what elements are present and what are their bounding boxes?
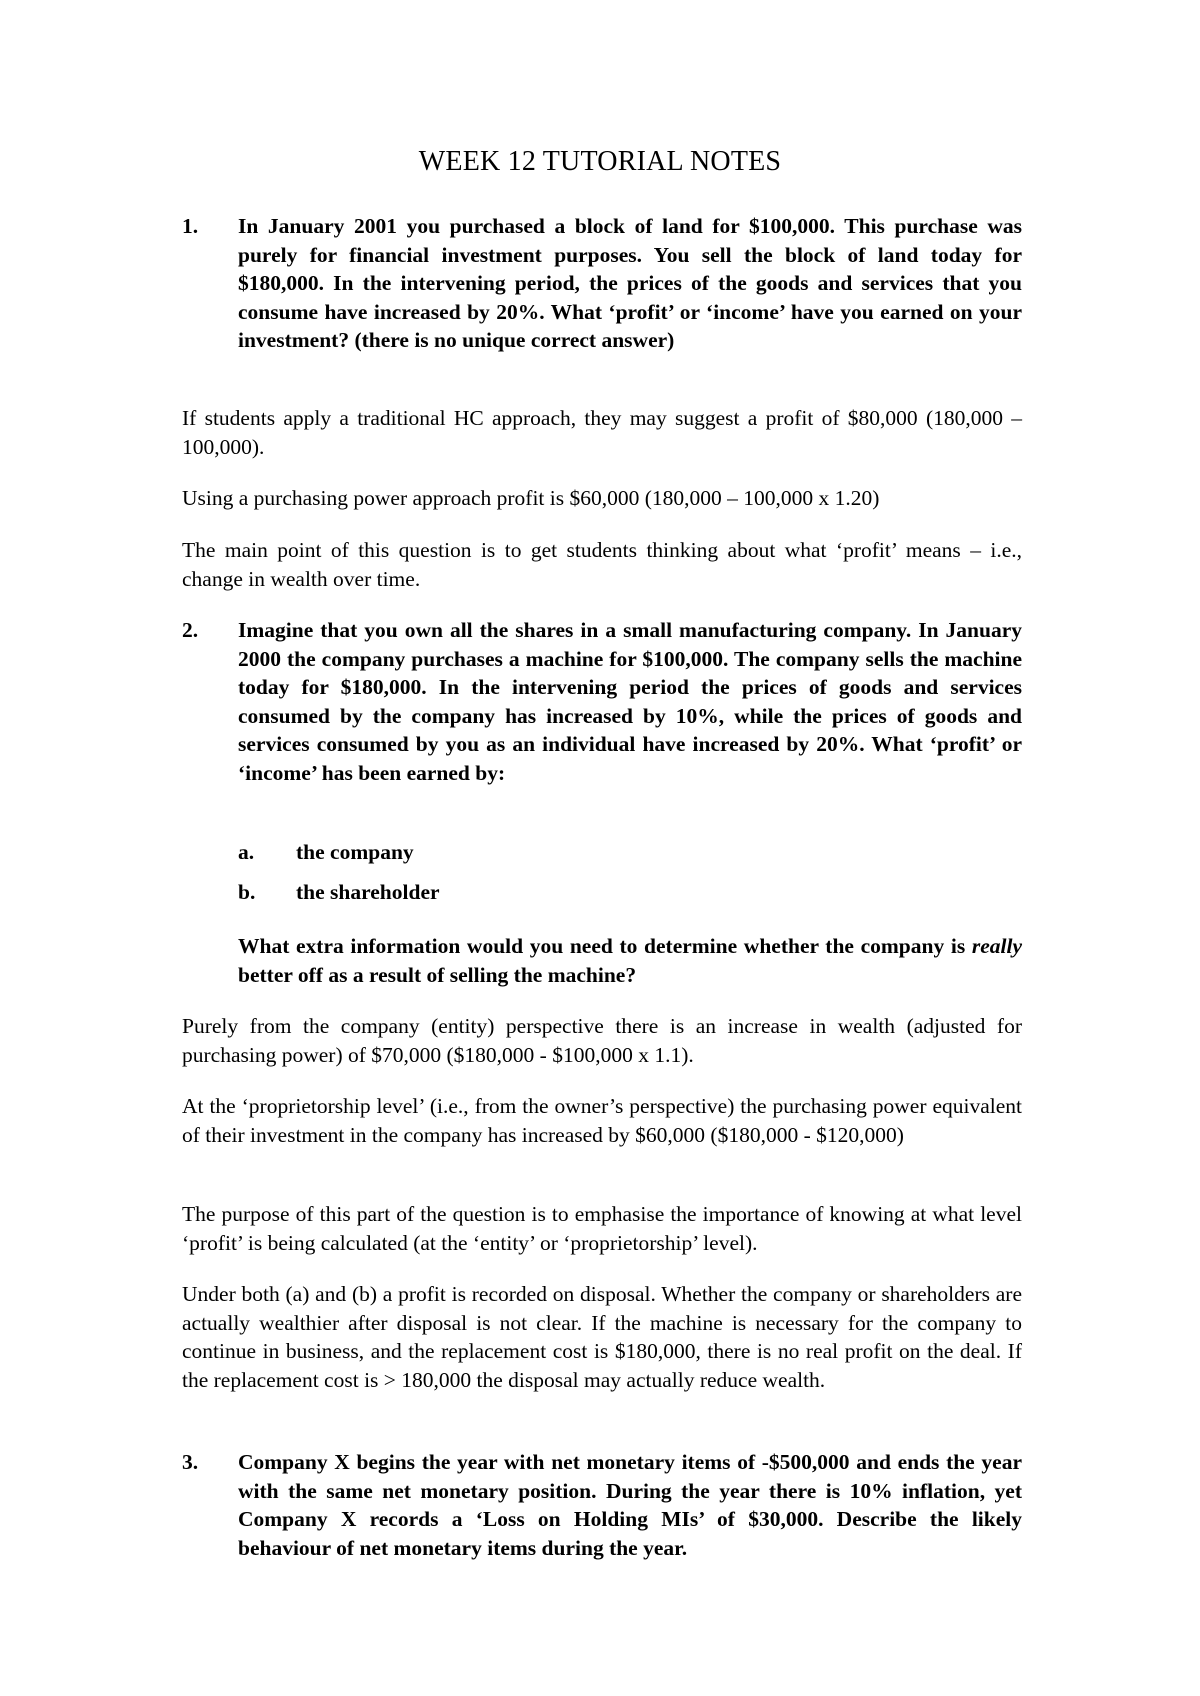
answer-paragraph: The main point of this question is to get students thinking about what ‘profit’ means – i.e., change in wealth over time.: [182, 538, 1022, 591]
answer-paragraph: The purpose of this part of the question is to emphasise the importance of knowing at what level ‘profit’ is being calculated (at the ‘entity’ or ‘proprietorship’ level).: [182, 1202, 1022, 1255]
sub-item-a: [238, 838, 1022, 867]
answer-paragraph: If students apply a traditional HC approach, they may suggest a profit of $80,000 (180,000 – 100,000).: [182, 406, 1022, 459]
extra-question-text: better off as a result of selling the machine?: [238, 962, 637, 987]
sub-item-letter: b.: [238, 880, 256, 904]
sub-item-text: the company: [296, 840, 414, 864]
sub-item-b: [238, 878, 1022, 907]
question-number: 3.: [182, 1450, 199, 1474]
question-text: Imagine that you own all the shares in a small manufacturing company. In January 2000 the company purchases a machine for $100,000. The company sells the machine today for $180,000. In the intervening period the prices of goods and services consumed by the company has increased by 10%, while the prices of goods and services consumed by you as an individual have increased by 20%. What ‘profit’ or ‘income’ has been earned by:: [238, 618, 1022, 785]
question-text: In January 2001 you purchased a block of land for $100,000. This purchase was purely for financial investment purposes. You sell the block of land today for $180,000. In the intervening period, the prices of the goods and services that you consume have increased by 20%. What ‘profit’ or ‘income’ have you earned on your investment? (there is no unique correct answer): [238, 214, 1022, 352]
answer-paragraph: Using a purchasing power approach profit is $60,000 (180,000 – 100,000 x 1.20): [182, 486, 880, 510]
question-3: [182, 1448, 1022, 1562]
emphasis-word: really: [971, 934, 1022, 958]
answer-paragraph: Purely from the company (entity) perspective there is an increase in wealth (adjusted for purchasing power) of $70,000 ($180,000 - $100,000 x 1.1).: [182, 1014, 1022, 1067]
sub-item-letter: a.: [238, 840, 255, 864]
question-number: 2.: [182, 618, 199, 642]
sub-item-text: the shareholder: [296, 880, 440, 904]
answer-paragraph: At the ‘proprietorship level’ (i.e., from the owner’s perspective) the purchasing power equivalent of their investment in the company has increased by $60,000 ($180,000 - $120,000): [182, 1094, 1022, 1147]
extra-question-text: What extra information would you need to determine whether the company is: [238, 934, 972, 958]
answer-paragraph: Under both (a) and (b) a profit is recorded on disposal. Whether the company or shareholders are actually wealthier after disposal is not clear. If the machine is necessary for the company to continue in business, and the replacement cost is $180,000, there is no real profit on the deal. If the replacement cost is > 180,000 the disposal may actually reduce wealth.: [182, 1282, 1022, 1392]
extra-information-question: [238, 932, 1022, 989]
question-1: [182, 212, 1022, 355]
page-title: WEEK 12 TUTORIAL NOTES: [418, 146, 782, 177]
question-2: [182, 616, 1022, 787]
question-text: Company X begins the year with net monetary items of -$500,000 and ends the year with the same net monetary position. During the year there is 10% inflation, yet Company X records a ‘Loss on Holding MIs’ of $30,000. Describe the likely behaviour of net monetary items during the year.: [238, 1450, 1022, 1560]
question-number: 1.: [182, 214, 199, 238]
